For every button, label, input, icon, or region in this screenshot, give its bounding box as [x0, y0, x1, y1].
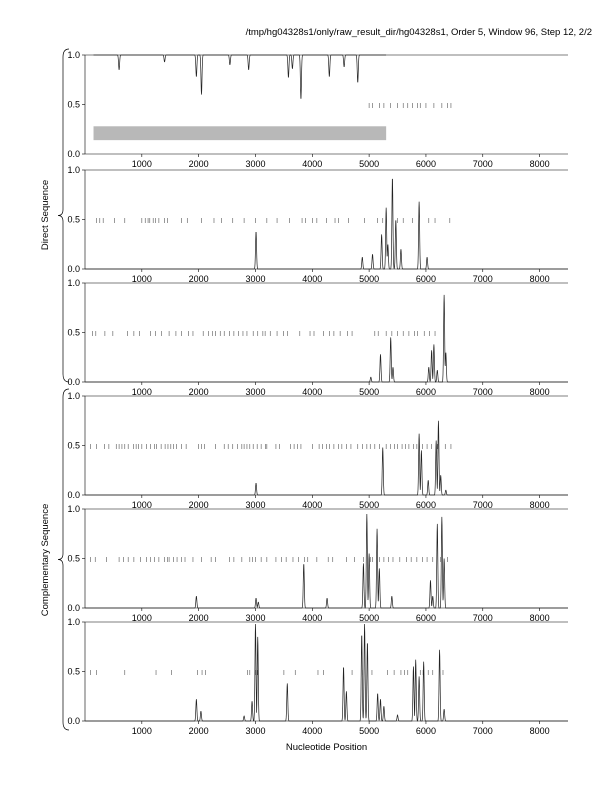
x-tick-label: 5000 [359, 500, 380, 510]
y-tick-label: 0.0 [67, 490, 80, 500]
x-axis-title: Nucleotide Position [285, 742, 368, 753]
x-tick-label: 1000 [131, 613, 152, 623]
x-tick-label: 7000 [472, 500, 493, 510]
series-line [85, 624, 568, 721]
x-tick-label: 7000 [472, 387, 493, 397]
x-tick-label: 1000 [131, 500, 152, 510]
x-tick-label: 6000 [415, 613, 436, 623]
x-tick-label: 4000 [302, 500, 323, 510]
x-tick-label: 2000 [188, 726, 209, 736]
x-tick-label: 1000 [131, 274, 152, 284]
x-tick-label: 5000 [359, 159, 380, 169]
x-tick-label: 2000 [188, 274, 209, 284]
panel-direct-3 [67, 278, 568, 397]
x-tick-label: 1000 [131, 159, 152, 169]
y-tick-label: 0.0 [67, 149, 80, 159]
y-tick-label: 0.0 [67, 377, 80, 387]
x-tick-label: 3000 [245, 500, 266, 510]
complementary-sequence-label: Complementary Sequence [40, 503, 51, 617]
panel-complementary-3 [67, 617, 568, 736]
panel-complementary-1 [67, 391, 568, 510]
x-tick-label: 1000 [131, 726, 152, 736]
y-tick-label: 0.5 [67, 214, 80, 225]
x-tick-label: 6000 [415, 500, 436, 510]
y-tick-label: 0.0 [67, 716, 80, 726]
x-tick-label: 3000 [245, 387, 266, 397]
y-tick-label: 0.0 [67, 264, 80, 274]
y-tick-label: 1.0 [67, 391, 80, 401]
x-tick-label: 5000 [359, 613, 380, 623]
y-tick-label: 0.5 [67, 553, 80, 564]
x-tick-label: 6000 [415, 274, 436, 284]
panel-direct-2 [67, 165, 568, 284]
x-tick-label: 6000 [415, 159, 436, 169]
x-tick-label: 2000 [188, 387, 209, 397]
x-tick-label: 4000 [302, 274, 323, 284]
x-tick-label: 5000 [359, 274, 380, 284]
x-tick-label: 8000 [529, 387, 550, 397]
y-tick-label: 1.0 [67, 165, 80, 175]
series-line [85, 295, 568, 382]
x-tick-label: 8000 [529, 613, 550, 623]
chart-file-title: /tmp/hg04328s1/only/raw_result_dir/hg04328s1, Order 5, Window 96, Step 12, 2/2 [245, 27, 592, 38]
x-tick-label: 2000 [188, 613, 209, 623]
x-tick-label: 3000 [245, 613, 266, 623]
x-tick-label: 7000 [472, 726, 493, 736]
x-tick-label: 1000 [131, 387, 152, 397]
series-line [85, 421, 568, 495]
y-tick-label: 0.5 [67, 666, 80, 677]
x-tick-label: 8000 [529, 159, 550, 169]
panel-direct-1 [67, 50, 568, 169]
y-tick-label: 0.0 [67, 603, 80, 613]
y-tick-label: 1.0 [67, 278, 80, 288]
x-tick-label: 7000 [472, 159, 493, 169]
y-tick-label: 1.0 [67, 617, 80, 627]
x-tick-label: 2000 [188, 159, 209, 169]
x-tick-label: 4000 [302, 613, 323, 623]
x-tick-label: 8000 [529, 500, 550, 510]
x-tick-label: 5000 [359, 387, 380, 397]
x-tick-label: 2000 [188, 500, 209, 510]
x-tick-label: 3000 [245, 726, 266, 736]
y-tick-label: 0.5 [67, 440, 80, 451]
x-tick-label: 8000 [529, 726, 550, 736]
series-line [85, 179, 568, 269]
x-tick-label: 3000 [245, 274, 266, 284]
series-line [85, 514, 568, 608]
x-tick-label: 7000 [472, 613, 493, 623]
x-tick-label: 4000 [302, 726, 323, 736]
x-tick-label: 6000 [415, 726, 436, 736]
y-tick-label: 1.0 [67, 504, 80, 514]
x-tick-label: 5000 [359, 726, 380, 736]
x-tick-label: 4000 [302, 159, 323, 169]
direct-sequence-label: Direct Sequence [40, 179, 51, 251]
highlight-band [94, 126, 387, 140]
panel-complementary-2 [67, 504, 568, 623]
x-tick-label: 6000 [415, 387, 436, 397]
y-tick-label: 0.5 [67, 99, 80, 110]
x-tick-label: 7000 [472, 274, 493, 284]
x-tick-label: 3000 [245, 159, 266, 169]
x-tick-label: 8000 [529, 274, 550, 284]
x-tick-label: 4000 [302, 387, 323, 397]
series-line [94, 55, 387, 98]
y-tick-label: 0.5 [67, 327, 80, 338]
y-tick-label: 1.0 [67, 50, 80, 60]
